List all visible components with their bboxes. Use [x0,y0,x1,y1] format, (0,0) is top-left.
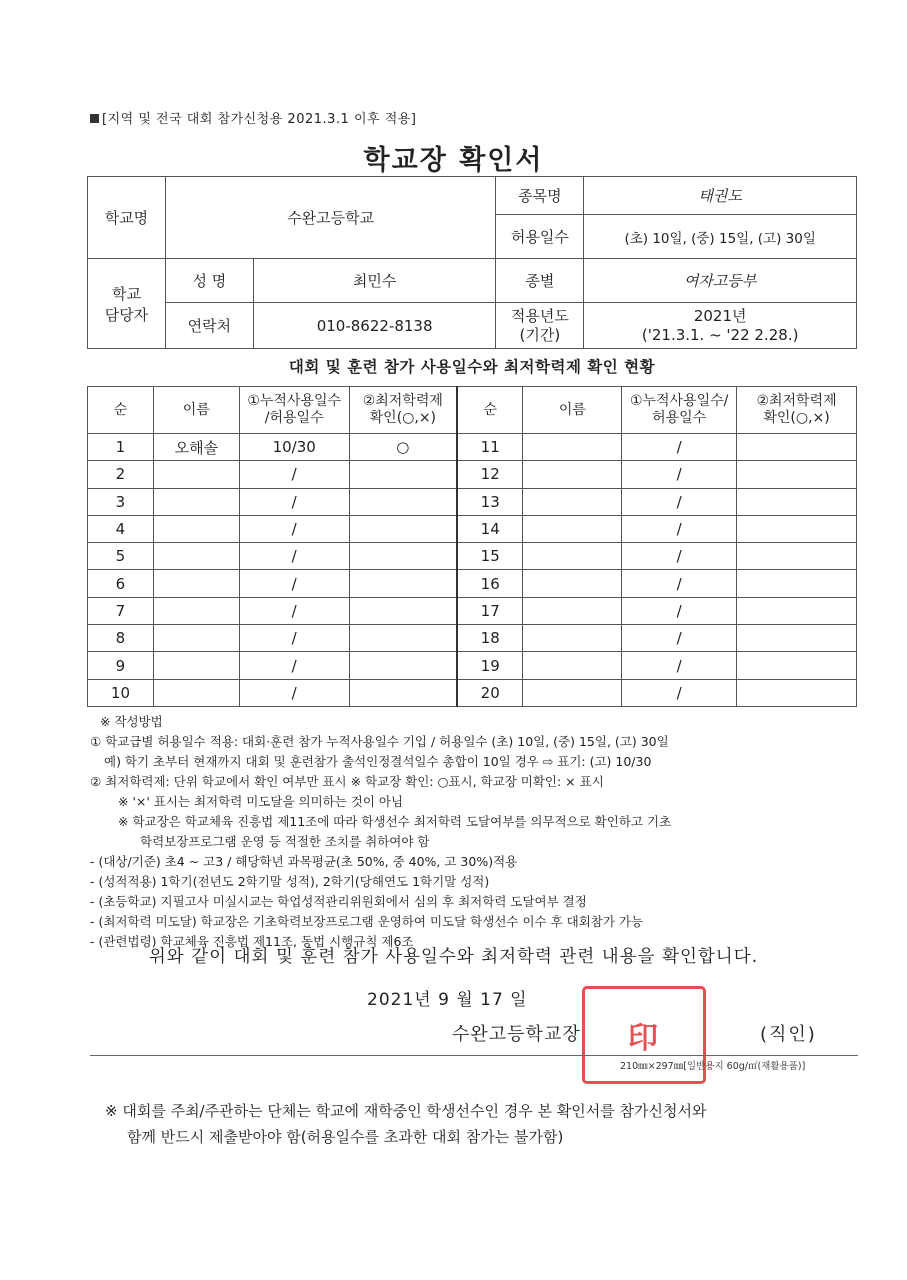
school-info-table [87,176,857,349]
row-check: ○ [349,434,457,461]
principal-signature: 수완고등학교장 [452,1024,581,1045]
col-name: 이름 [153,387,239,434]
row-days: / [239,515,349,542]
table-row [88,488,857,515]
row-name [153,679,239,706]
days-value: (초) 10일, (중) 15일, (고) 30일 [584,215,857,259]
row-days-right: / [622,515,737,542]
row-no: 7 [88,597,154,624]
note-line: ※ 학교장은 학교체육 진흥법 제11조에 따라 학생선수 최저학력 도달여부를 의무적으로 확인하고 기초 [118,814,672,829]
note-line: 학력보장프로그램 운영 등 적절한 조치를 취하여야 함 [140,834,430,849]
row-days-right: / [622,679,737,706]
header-note: [지역 및 전국 대회 참가신청용 2021.3.1 이후 적용] [90,108,416,127]
row-no-right: 16 [457,570,523,597]
note-line: - (최저학력 미도달) 학교장은 기초학력보장프로그램 운영하여 미도달 학생선수 이수 후 대회참가 가능 [90,914,644,929]
table-row [88,434,857,461]
row-no-right: 12 [457,461,523,488]
col-no: 순 [88,387,154,434]
row-days-right: / [622,488,737,515]
row-name [153,461,239,488]
row-name [153,597,239,624]
writing-instructions [90,712,860,952]
row-name [153,515,239,542]
school-name: 수완고등학교 [165,177,496,259]
row-check-right [737,434,857,461]
row-no-right: 18 [457,625,523,652]
note-line: - (관련법령) 학교체육 진흥법 제11조, 동법 시행규칙 제6조 [90,934,414,949]
row-name-right [523,543,622,570]
officer-label: 학교 담당자 [88,259,166,349]
row-check [349,625,457,652]
row-check-right [737,515,857,542]
row-days: / [239,488,349,515]
row-no: 9 [88,652,154,679]
row-check [349,515,457,542]
col-academic: ②최저학력제 확인(○,×) [349,387,457,434]
table-row [88,625,857,652]
row-name-right [523,625,622,652]
row-no-right: 13 [457,488,523,515]
row-check [349,488,457,515]
row-name-right [523,652,622,679]
confirmation-statement: 위와 같이 대회 및 훈련 참가 사용일수와 최저학력 관련 내용을 확인합니다. [148,947,759,967]
table-row [88,543,857,570]
contact-value: 010-8622-8138 [253,303,496,349]
row-no: 10 [88,679,154,706]
school-label: 학교명 [88,177,166,259]
col-academic-right: ②최저학력제 확인(○,×) [737,387,857,434]
name-value: 최민수 [253,259,496,303]
divider [90,1055,858,1056]
row-days: / [239,597,349,624]
row-days-right: / [622,461,737,488]
table-row [88,515,857,542]
row-name-right [523,679,622,706]
row-no-right: 20 [457,679,523,706]
row-name [153,543,239,570]
row-no: 8 [88,625,154,652]
row-name-right [523,597,622,624]
note-line: - (대상/기준) 초4 ~ 고3 / 해당학년 과목평균(초 50%, 중 40%, 고 30%)적용 [90,854,518,869]
row-check [349,543,457,570]
row-name-right [523,488,622,515]
row-days: / [239,570,349,597]
note-line: - (초등학교) 지필고사 미실시교는 학업성적관리위원회에서 심의 후 최저학력 도달여부 결정 [90,894,587,909]
note-line: - (성적적용) 1학기(전년도 2학기말 성적), 2학기(당해연도 1학기말 성적) [90,874,490,889]
row-days-right: / [622,570,737,597]
row-check [349,597,457,624]
division-label: 종별 [496,259,584,303]
row-no: 3 [88,488,154,515]
row-check [349,461,457,488]
bottom-notice: ※ 대회를 주최/주관하는 단체는 학교에 재학중인 학생선수인 경우 본 확인서를 참가신청서와 함께 반드시 제출받아야 함(허용일수를 초과한 대회 참가는 불가함) [105,1102,707,1146]
col-days-right: ①누적사용일수/ 허용일수 [622,387,737,434]
table-row [88,679,857,706]
year-label: 적용년도 (기간) [496,303,584,349]
row-days-right: / [622,597,737,624]
contact-label: 연락처 [165,303,253,349]
row-no: 2 [88,461,154,488]
row-check-right [737,543,857,570]
note-line: ① 학교급별 허용일수 적용: 대회·훈련 참가 누적사용일수 기입 / 허용일수 (초) 10일, (중) 15일, (고) 30일 [90,734,669,749]
row-days: / [239,461,349,488]
row-name-right [523,461,622,488]
col-no-right: 순 [457,387,523,434]
paper-spec: 210㎜×297㎜[일반용지 60g/㎡(재활용품)] [620,1061,806,1072]
row-days-right: / [622,543,737,570]
note-line: ※ 작성방법 [100,714,163,729]
official-seal: 印 [582,986,706,1084]
row-no: 5 [88,543,154,570]
row-days: / [239,625,349,652]
row-check-right [737,570,857,597]
event-value: 태권도 [584,177,857,215]
row-name-right [523,570,622,597]
row-no: 6 [88,570,154,597]
row-check-right [737,652,857,679]
row-days: 10/30 [239,434,349,461]
row-name-right [523,515,622,542]
row-days-right: / [622,652,737,679]
year-value: 2021년 ('21.3.1. ~ '22 2.28.) [584,303,857,349]
name-label: 성 명 [165,259,253,303]
row-check-right [737,488,857,515]
row-check-right [737,461,857,488]
row-check [349,570,457,597]
row-days-right: / [622,434,737,461]
row-no-right: 17 [457,597,523,624]
note-line: 예) 학기 초부터 현재까지 대회 및 훈련참가 출석인정결석일수 총합이 10일 경우 ⇨ 표기: (고) 10/30 [104,754,652,769]
row-no: 1 [88,434,154,461]
note-line: ② 최저학력제: 단위 학교에서 확인 여부만 표시 ※ 학교장 확인: ○표시, 학교장 미확인: × 표시 [90,774,604,789]
event-label: 종목명 [496,177,584,215]
row-check-right [737,625,857,652]
row-name [153,625,239,652]
section-title: 대회 및 훈련 참가 사용일수와 최저학력제 확인 현황 [288,358,656,376]
row-check [349,679,457,706]
table-row [88,652,857,679]
row-no-right: 19 [457,652,523,679]
table-row [88,461,857,488]
row-days: / [239,679,349,706]
col-days: ①누적사용일수 /허용일수 [239,387,349,434]
row-name [153,570,239,597]
row-check-right [737,679,857,706]
table-row [88,597,857,624]
row-name-right [523,434,622,461]
row-name [153,652,239,679]
table-row [88,570,857,597]
table-header-row [88,387,857,434]
row-name: 오해솔 [153,434,239,461]
row-check-right [737,597,857,624]
row-check [349,652,457,679]
division-value: 여자고등부 [584,259,857,303]
row-name [153,488,239,515]
document-title: 학교장 확인서 [363,145,544,176]
participation-table [87,386,857,707]
square-bullet-icon [90,114,99,123]
row-days: / [239,652,349,679]
note-line: ※ '×' 표시는 최저학력 미도달을 의미하는 것이 아님 [118,794,404,809]
row-days-right: / [622,625,737,652]
row-no-right: 14 [457,515,523,542]
days-label: 허용일수 [496,215,584,259]
row-no: 4 [88,515,154,542]
row-no-right: 15 [457,543,523,570]
row-days: / [239,543,349,570]
row-no-right: 11 [457,434,523,461]
signature-date: 2021년 9 월 17 일 [367,990,528,1010]
seal-mark-label: (직인) [760,1024,817,1045]
col-name-right: 이름 [523,387,622,434]
